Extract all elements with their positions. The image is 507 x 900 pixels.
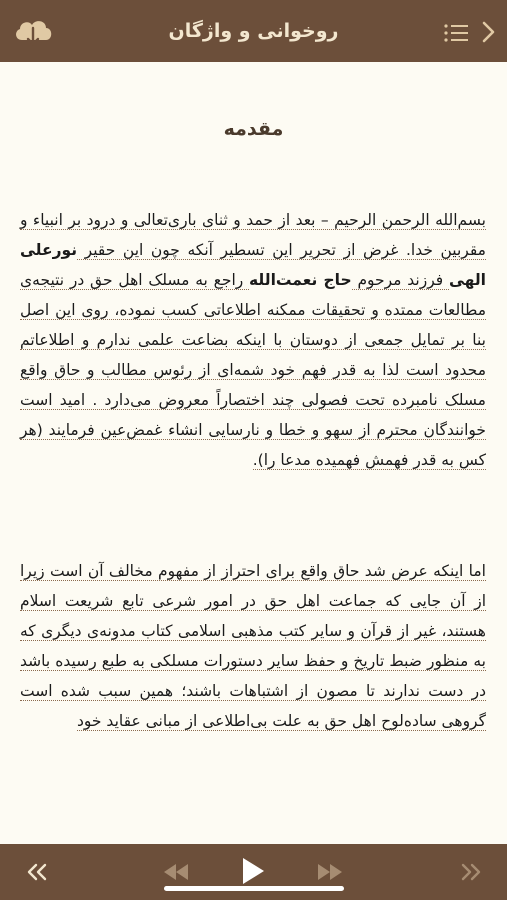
paragraph-1 — [20, 205, 486, 475]
header-bar — [0, 0, 507, 62]
chevron-right-icon[interactable] — [481, 21, 495, 43]
section-heading: مقدمه — [223, 118, 284, 140]
fast-forward-icon[interactable] — [316, 861, 344, 883]
paragraph-2 — [20, 556, 486, 736]
player-bar — [0, 844, 507, 900]
cloud-download-icon[interactable] — [12, 14, 54, 50]
paragraph-text: فرزند مرحوم — [351, 271, 449, 289]
page-title: روخوانی و واژگان — [168, 20, 339, 42]
paragraph-text: راجع به مسلک اهل حق در نتیجه‌ی مطالعات ممتده و تحقیقات ممکنه اطلاعاتی کسب نموده، روی این اصل بنا بر تمایل جمعی از دوستان با اینکه بضاعت علمی ندارم و اطلاعاتم محدود است لذا به قدر فهم خود شمه‌ای از رئوس مطالب و حاق واقع مسلک نامبرده تحت فصولی چند اختصاراً معروض می‌دارد . امید است خوانندگان محترم از سهو و خطا و نارسایی انشاء غمض‌عین فرمایند (هر کس به قدر فهمش فهمیده مدعا را). — [20, 271, 486, 469]
father-name: حاج نعمت‌الله — [249, 271, 352, 289]
double-chevron-left-icon[interactable] — [26, 862, 48, 882]
rewind-icon[interactable] — [162, 861, 190, 883]
double-chevron-right-icon[interactable] — [460, 862, 482, 882]
paragraph-text: اما اینکه عرض شد حاق واقع برای احتراز از مفهوم مخالف آن است زیرا از آن جایی که جماعت اهل حق در امور شرعی تابع شریعت اسلام هستند، غیر از قرآن و سایر کتب مذهبی اسلامی کتاب مدونه‌ی دیگری که به منظور ضبط تاریخ و حفظ سایر دستورات مسلکی به طبع رسیده باشد در دست ندارند تا مصون از اشتباهات باشند؛ همین سبب شده است گروهی ساده‌لوح اهل حق به علت بی‌اطلاعی از مبانی عقاید خود — [20, 562, 486, 730]
paragraph-text: بسم‌الله الرحمن الرحیم – بعد از حمد و ثنای باری‌تعالی و درود بر انبیاء و مقربین خدا. غرض از تحریر این تسطیر آنکه چون این حقیر — [20, 211, 486, 259]
reading-area[interactable] — [0, 62, 507, 844]
list-icon[interactable] — [443, 24, 469, 42]
author-name: نورعلی الهی — [20, 241, 486, 289]
play-icon[interactable] — [240, 856, 266, 886]
home-indicator — [164, 886, 344, 891]
